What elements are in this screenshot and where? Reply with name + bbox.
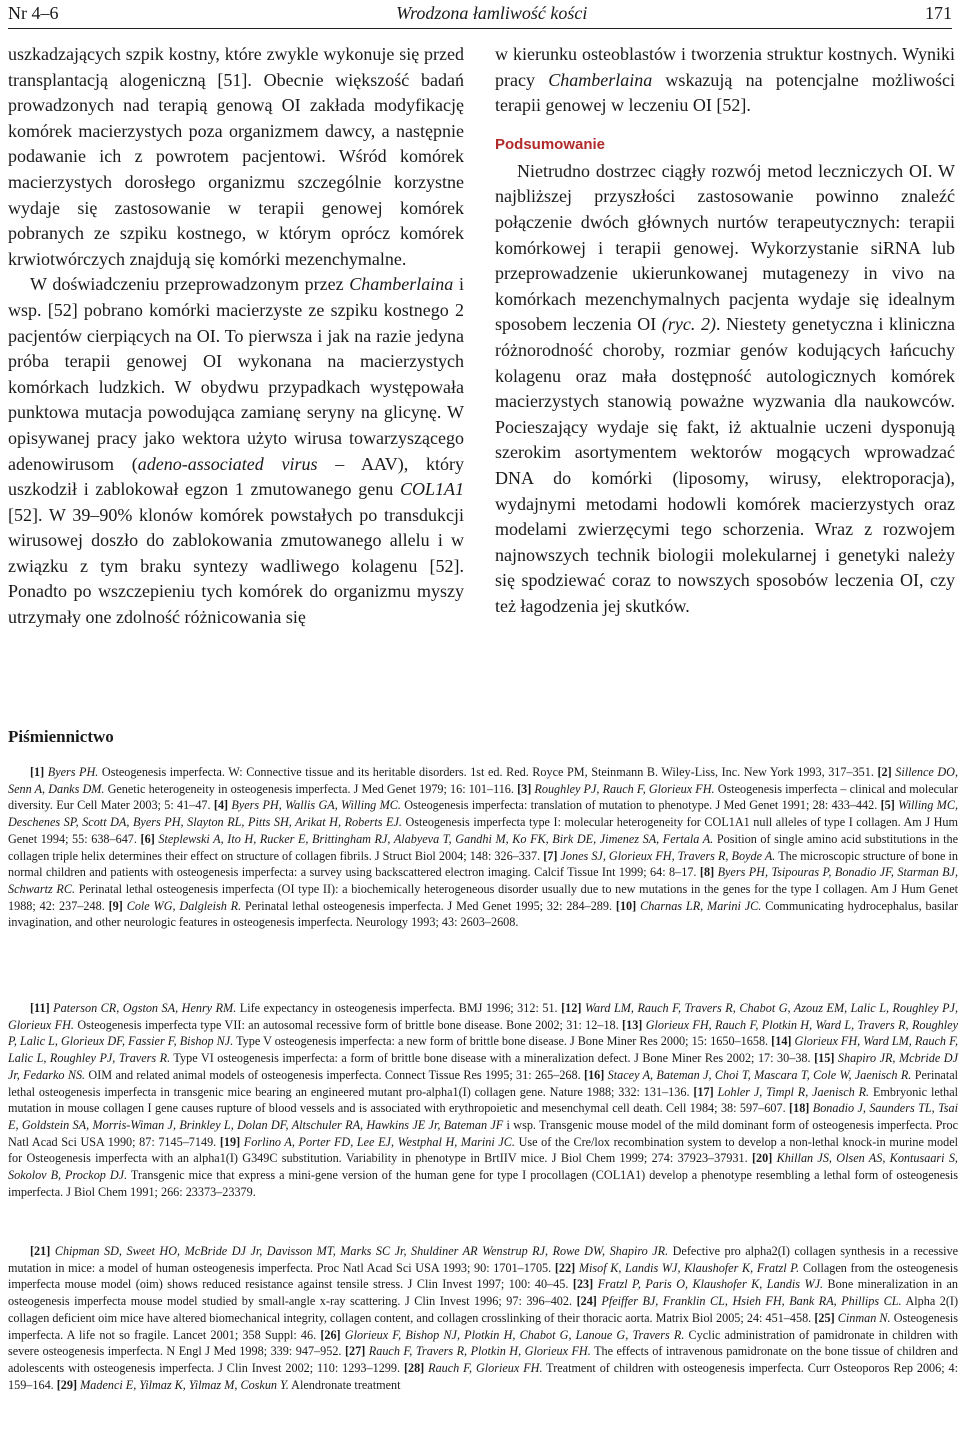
reference-citation: Perinatal lethal osteogenesis imperfecta in transgenic mice bearing an engineered mutant pro-alpha1(I) collagen gene. Nature 1988; 332: 131–136. xyxy=(8,1067,959,1099)
reference-authors: Rauch F, Travers R, Plotkin H, Glorieux FH. xyxy=(368,1344,591,1359)
reference-number: [23] xyxy=(572,1277,598,1292)
reference-authors: Charnas LR, Marini JC. xyxy=(640,898,762,913)
reference-number: [8] xyxy=(699,865,718,880)
reference-citation: The effects of intravenous pamidronate on the bone tissue of children and adolescents with osteogenesis imperfecta. J Clin Invest 2002; 110: 1293–1299. xyxy=(8,1344,958,1375)
reference-authors: Stacey A, Bateman J, Choi T, Mascara T, Cole W, Jaenisch R. xyxy=(607,1067,912,1082)
reference-citation: Osteogenesis imperfecta – clinical and molecular diversity. Eur Cell Mater 2003; 5: 41–47. xyxy=(8,781,958,813)
reference-number: [25] xyxy=(814,1310,838,1325)
references-block-3 xyxy=(8,1243,958,1393)
reference-number: [16] xyxy=(584,1067,608,1082)
reference-number: [15] xyxy=(814,1051,838,1066)
body-paragraph: W doświadczeniu przeprowadzonym przez Chamberlaina i wsp. [52] pobrano komórki macierzyste ze szpiku kostnego 2 pacjentów cierpiących na OI. To pierwsza i jak na razie jedyna próba terapii genowej OI wykonana na macierzystych komórkach ludzkich. W obydwu przypadkach występowała punktowa mutacja powodująca zamianę seryny na glicynę. W opisywanej pracy jako wektora użyto wirusa towarzyszącego adenowirusom (adeno-associated virus – AAV), który uszkodził i zablokował egzon 1 zmutowanego genu COL1A1 [52]. W 39–90% klonów komórek powstałych po transdukcji wirusowej doszło do zablokowania zmutowanego allelu i w związku z tym braku syntezy wadliwego kolagenu [52]. Ponadto po wszczepieniu tych komórek do organizmu myszy utrzymały one zdolność różnicowania się xyxy=(8,274,464,628)
reference-citation: Perinatal lethal osteogenesis imperfecta. J Med Genet 1995; 32: 284–289. xyxy=(241,898,616,913)
reference-authors: Misof K, Landis WJ, Klaushofer K, Fratzl P. xyxy=(578,1260,800,1275)
reference-number: [27] xyxy=(344,1344,369,1359)
reference-authors: Glorieux FH, Rauch F, Plotkin H, Ward L, Travers R, Roughley P, Lalic L, Glorieux DF, Fassier F, Bishop NJ. xyxy=(8,1017,958,1049)
references-block-1 xyxy=(8,764,958,931)
reference-number: [28] xyxy=(403,1360,429,1375)
right-column xyxy=(495,42,955,619)
reference-number: [4] xyxy=(213,798,232,813)
reference-authors: Byers PH, Wallis GA, Willing MC. xyxy=(231,798,401,813)
reference-citation: Position of single amino acid substitutions in the collagen triple helix determines their effect on structure of collagen fibrils. J Struct Biol 2004; 148: 326–337. xyxy=(8,831,959,863)
reference-authors: Lohler J, Timpl R, Jaenisch R. xyxy=(717,1084,870,1099)
reference-authors: Bonadio J, Saunders TL, Tsai E, Goldstein SA, Morris-Wiman J, Brinkley L, Dolan DF, Altschuler RA, Hawkins JE Jr, Bateman JF xyxy=(8,1101,959,1132)
reference-citation: Type V osteogenesis imperfecta: a new form of brittle bone disease. J Bone Miner Res 2000; 15: 1650–1658. xyxy=(233,1034,772,1049)
reference-authors: Rauch F, Glorieux FH. xyxy=(428,1360,543,1375)
reference-citation: OIM and related animal models of osteogenesis imperfecta. Connect Tissue Res 1995; 31: 265–268. xyxy=(85,1067,585,1082)
left-column xyxy=(8,42,464,631)
reference-citation: Bone mineralization in an osteogenesis imperfecta mouse model studied by small-angle x-ray scattering. J Clin Invest 1996; 97: 396–402. xyxy=(8,1277,959,1309)
reference-number: [26] xyxy=(320,1327,345,1342)
page-number: 171 xyxy=(925,2,952,23)
reference-citation: Osteogenesis imperfecta. A life not so fragile. Lancet 2001; 358 Suppl: 46. xyxy=(8,1310,959,1342)
reference-citation: Use of the Cre/lox recombination system to develop a non-lethal knock-in murine model for Osteogenesis imperfecta with an alpha1(I) G349C substitution. Variability in phenotype in BrtIIV mice. J Biol Chem 1999; 274: 37923–37931. xyxy=(8,1134,958,1166)
reference-citation: Embryonic lethal mutation in mouse collagen I gene causes rupture of blood vessels and is associated with erythropoietic and mesenchymal cell death. Cell 1984; 38: 597–607. xyxy=(8,1084,959,1116)
reference-authors: Sillence DO, Senn A, Danks DM. xyxy=(8,765,959,796)
reference-authors: Byers PH, Tsipouras P, Bonadio JF, Starman BJ, Schwartz RC. xyxy=(8,865,958,896)
header-rule xyxy=(8,28,952,29)
reference-authors: Pfeiffer BJ, Franklin CL, Hsieh FH, Bank RA, Phillips CL. xyxy=(601,1294,902,1309)
reference-authors: Chipman SD, Sweet HO, McBride DJ Jr, Davisson MT, Marks SC Jr, Shuldiner AR Wenstrup RJ, Rowe DW, Shapiro JR. xyxy=(54,1244,669,1258)
reference-citation: Treatment of children with osteogenesis imperfecta. Curr Osteoporos Rep 2006; 4: 159–164. xyxy=(8,1360,958,1392)
section-heading: Podsumowanie xyxy=(495,135,606,153)
reference-citation: Alpha 2(I) collagen deficient oim mice have altered biomechanical integrity, collagen content, and collagen crosslinking of their thoracic aorta. Matrix Biol 2005; 24: 451–458. xyxy=(8,1294,959,1325)
reference-citation: Transgenic mice that express a mini-gene version of the human gene for type I procollagen (COL1A1) develop a phenotype resembling a lethal form of osteogenesis imperfecta. J Biol Chem 1991; 266: 23373–23379. xyxy=(8,1168,958,1199)
reference-authors: Shapiro JR, Mcbride DJ Jr, Fedarko NS. xyxy=(8,1051,958,1082)
reference-number: [24] xyxy=(576,1294,602,1309)
reference-citation: The microscopic structure of bone in normal children and patients with osteogenesis imperfecta: a survey using backscattered electron imaging. Calcif Tissue Int 1999; 64: 8–17. xyxy=(8,848,958,880)
reference-number: [1] xyxy=(30,765,48,779)
reference-authors: Ward LM, Rauch F, Travers R, Chabot G, Azouz EM, Lalic L, Roughley PJ, Glorieux FH. xyxy=(8,1001,958,1032)
reference-authors: Madenci E, Yilmaz K, Yilmaz M, Coskun Y. xyxy=(80,1377,289,1392)
reference-number: [21] xyxy=(30,1244,55,1258)
reference-citation: Genetic heterogeneity in osteogenesis imperfecta. J Med Genet 1979; 16: 101–116. xyxy=(104,781,518,796)
reference-authors: Glorieux FH, Ward LM, Rauch F, Lalic L, Roughley PJ, Travers R. xyxy=(8,1034,959,1066)
reference-citation: Life expectancy in osteogenesis imperfecta. BMJ 1996; 312: 51. xyxy=(236,1001,562,1015)
reference-authors: Cinman N. xyxy=(837,1310,891,1325)
reference-citation: Communicating hydrocephalus, basilar invagination, and other neurologic features in osteogenesis imperfecta. Neurology 1993; 43: 2603–2608. xyxy=(8,898,959,930)
reference-number: [11] xyxy=(30,1001,54,1015)
references-paragraph xyxy=(8,1000,958,1200)
reference-citation: Osteogenesis imperfecta type I: molecular heterogeneity for COL1A1 null alleles of type I collagen. Am J Hum Genet 1994; 55: 638–647. xyxy=(8,815,958,846)
reference-citation: Collagen from the osteogenesis imperfecta mouse model (oim) shows reduced resistance against tensile stress. J Clin Invest 1997; 100: 40–45. xyxy=(8,1260,959,1292)
running-title: Wrodzona łamliwość kości xyxy=(396,2,588,23)
reference-authors: Jones SJ, Glorieux FH, Travers R, Boyde A. xyxy=(560,848,776,863)
reference-number: [29] xyxy=(56,1377,81,1392)
reference-authors: Paterson CR, Ogston SA, Henry RM. xyxy=(53,1001,237,1015)
reference-number: [2] xyxy=(877,765,896,779)
reference-authors: Steplewski A, Ito H, Rucker E, Brittingham RJ, Alabyeva T, Gandhi M, Ko FK, Birk DE, Jimenez SA, Fertala A. xyxy=(158,831,714,846)
reference-authors: Forlino A, Porter FD, Lee EJ, Westphal H, Marini JC. xyxy=(243,1134,515,1149)
reference-number: [20] xyxy=(751,1151,777,1166)
body-paragraph: Nietrudno dostrzec ciągły rozwój metod leczniczych OI. W najbliższej przyszłości zastosowanie powinno znaleźć połączenie dwóch głównych nurtów terapeutycznych: terapii komórkowej i terapii genowej. Wykorzystanie siRNA lub przeprowadzenie ukierunkowanej mutagenezy in vivo na komórkach mezenchymalnych pacjenta wydaje się idealnym sposobem leczenia OI (ryc. 2). Niestety genetyczna i kliniczna różnorodność choroby, rozmiar genów kodujących łańcuchy kolagenu oraz mała dostępność autologicznych komórek macierzystych stanowią poważne wyzwania dla naukowców. Pocieszający wydaje się fakt, iż aktualnie uczeni dysponują szerokim asortymentem wektorów mogących wprowadzać DNA do komórki (liposomy, wirusy, elektroporacja), wydajnymi metodami hodowli komórek macierzystych oraz modelami zwierzęcymi tego schorzenia. Wraz z rozwojem najnowszych technik biologii molekularnej i genetyki należy się spodziewać coraz to nowszych sposobów leczenia OI, czy też łagodzenia jej skutków. xyxy=(495,160,955,616)
reference-number: [19] xyxy=(219,1134,244,1149)
reference-number: [7] xyxy=(543,848,561,863)
reference-citation: Alendronate treatment xyxy=(288,1377,401,1392)
reference-authors: Willing MC, Deschenes SP, Scott DA, Byers PH, Slayton RL, Pitts SH, Arikat H, Roberts EJ. xyxy=(8,798,958,830)
running-header xyxy=(8,0,952,26)
reference-authors: Cole WG, Dalgleish R. xyxy=(126,898,242,913)
references-paragraph xyxy=(8,1243,958,1393)
reference-authors: Glorieux F, Bishop NJ, Plotkin H, Chabot G, Lanoue G, Travers R. xyxy=(344,1327,685,1342)
reference-citation: Osteogenesis imperfecta type VII: an autosomal recessive form of brittle bone disease. Bone 2002; 31: 12–18. xyxy=(73,1017,623,1032)
reference-citation: Cyclic administration of pamidronate in children with severe osteogenesis imperfecta. N Engl J Med 1998; 339: 947–952. xyxy=(8,1327,958,1359)
reference-number: [13] xyxy=(622,1017,646,1032)
references-paragraph xyxy=(8,764,958,931)
body-paragraph: uszkadzających szpik kostny, które zwykle wykonuje się przed transplantacją alogeniczną [51]. Obecnie większość badań prowadzonych nad terapią genową OI zakłada modyfikację komórek macierzystych poza organizmem dawcy, a następnie podawanie ich z powrotem pacjentowi. Wśród komórek macierzystych dorosłego organizmu szczególnie korzystne wydaje się zastosowanie w terapii genowej komórek pobranych ze szpiku kostnego, w którym oprócz komórek krwiotwórczych znajdują się komórki mezenchymalne. xyxy=(8,44,464,269)
reference-number: [10] xyxy=(615,898,641,913)
reference-citation: Type VI osteogenesis imperfecta: a form of brittle bone disease with a mineralization defect. J Bone Miner Res 2002; 17: 30–38. xyxy=(170,1051,815,1066)
reference-citation: i wsp. Transgenic mouse model of the mild dominant form of osteogenesis imperfecta. Proc Natl Acad Sci USA 1990; 87: 7145–7149. xyxy=(8,1117,958,1149)
body-paragraph: w kierunku osteoblastów i tworzenia struktur kostnych. Wyniki pracy Chamberlaina wskazują na potencjalne możliwości terapii genowej w leczeniu OI [52]. xyxy=(495,44,955,116)
reference-number: [6] xyxy=(140,831,159,846)
reference-authors: Fratzl P, Paris O, Klaushofer K, Landis WJ. xyxy=(597,1277,824,1292)
reference-citation: Osteogenesis imperfecta. W: Connective tissue and its heritable disorders. 1st ed. Red. Royce PM, Steinmann B. Wiley-Liss, Inc. New York 1993, 317–351. xyxy=(98,765,878,779)
reference-citation: Perinatal lethal osteogenesis imperfecta (OI type II): a biochemically heterogeneous disorder usually due to new mutations in the genes for the type I collagen. Am J Hum Genet 1988; 42: 237–248. xyxy=(8,881,958,913)
reference-number: [5] xyxy=(880,798,899,813)
reference-citation: Defective pro alpha2(I) collagen synthesis in a recessive mutation in mice: a model of human osteogenesis imperfecta. Proc Natl Acad Sci USA 1993; 90: 1701–1705. xyxy=(8,1244,958,1275)
reference-authors: Khillan JS, Olsen AS, Kontusaari S, Sokolov B, Prockop DJ. xyxy=(8,1151,958,1183)
references-heading: Piśmiennictwo xyxy=(8,727,114,746)
reference-number: [3] xyxy=(517,781,535,796)
reference-number: [22] xyxy=(554,1260,579,1275)
reference-number: [9] xyxy=(108,898,127,913)
reference-number: [18] xyxy=(789,1101,813,1116)
reference-authors: Roughley PJ, Rauch F, Glorieux FH. xyxy=(534,781,715,796)
reference-authors: Byers PH. xyxy=(47,765,99,779)
reference-number: [12] xyxy=(561,1001,585,1015)
issue-number: Nr 4–6 xyxy=(8,2,59,23)
reference-number: [17] xyxy=(693,1084,718,1099)
reference-citation: Osteogenesis imperfecta: translation of mutation to phenotype. J Med Genet 1991; 28: 433–442. xyxy=(400,798,881,813)
reference-number: [14] xyxy=(771,1034,795,1049)
references-block-2 xyxy=(8,1000,958,1200)
